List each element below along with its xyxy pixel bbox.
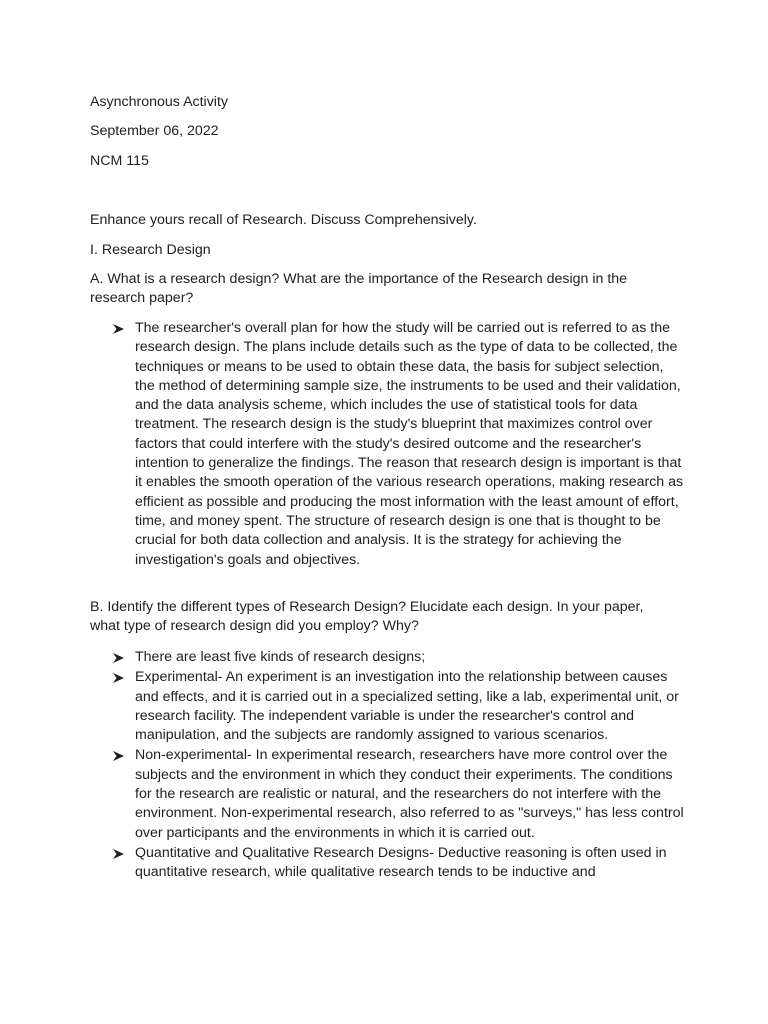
section-heading: I. Research Design bbox=[90, 242, 211, 258]
arrowhead-bullet-icon bbox=[112, 750, 125, 762]
intro-instruction: Enhance yours recall of Research. Discuss Comprehensively. bbox=[90, 212, 477, 228]
arrowhead-bullet-icon bbox=[112, 848, 125, 860]
arrowhead-bullet-icon bbox=[112, 652, 125, 664]
list-item bbox=[112, 319, 684, 570]
list-item bbox=[112, 844, 684, 883]
answer-b-list bbox=[112, 648, 684, 883]
question-a: A. What is a research design? What are the importance of the Research design in the research paper? bbox=[90, 271, 628, 307]
question-b: B. Identify the different types of Research Design? Elucidate each design. In your paper, what type of research design did you employ? Why? bbox=[90, 599, 644, 635]
answer-b-item-4: Quantitative and Qualitative Research Designs- Deductive reasoning is often used in quantitative research, while qualitative research tends to be inductive and bbox=[135, 844, 667, 881]
document-title: Asynchronous Activity bbox=[90, 94, 228, 110]
list-item bbox=[112, 648, 684, 667]
course-code: NCM 115 bbox=[90, 153, 149, 169]
arrowhead-bullet-icon bbox=[112, 672, 125, 684]
answer-b-item-3: Non-experimental- In experimental research, researchers have more control over the subjects and the environment in which they conduct their experiments. The conditions for the research are realistic or natural, and the researchers do not interfere with the environment. Non-experimental research, also referred to as "surveys," has less control over participants and the environments in which it is carried out. bbox=[135, 747, 684, 841]
document-date: September 06, 2022 bbox=[90, 123, 219, 139]
answer-a-list bbox=[112, 319, 684, 570]
list-item bbox=[112, 668, 684, 745]
list-item bbox=[112, 746, 684, 842]
answer-b-item-1: There are least five kinds of research designs; bbox=[135, 649, 426, 665]
answer-b-item-2: Experimental- An experiment is an investigation into the relationship between causes and effects, and it is carried out in a specialized setting, like a lab, experimental unit, or research facility. The independent variable is under the researcher's control and manipulation, and the subjects are randomly assigned to various scenarios. bbox=[135, 669, 679, 744]
arrowhead-bullet-icon bbox=[112, 323, 125, 335]
answer-a-text: The researcher's overall plan for how the study will be carried out is referred to as the research design. The plans include details such as the type of data to be collected, the techniques or means to be used to obtain these data, the basis for subject selection, the method of determining sample size, the instruments to be used and their validation, and the data analysis scheme, which includes the use of statistical tools for data treatment. The research design is the study's blueprint that maximizes control over factors that could interfere with the study's desired outcome and the researcher's intention to generalize the findings. The reason that research design is important is that it enables the smooth operation of the various research operations, making research as efficient as possible and producing the most information with the least amount of effort, time, and money spent. The structure of research design is one that is thought to be crucial for both data collection and analysis. It is the strategy for achieving the investigation's goals and objectives. bbox=[135, 320, 684, 568]
